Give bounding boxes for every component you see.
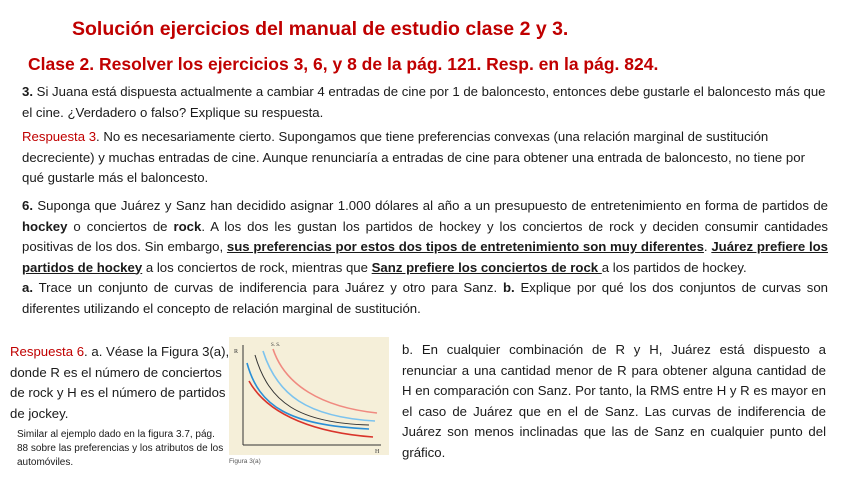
question-6a-label: a. [22, 280, 33, 295]
answer-3 [22, 127, 828, 189]
question-6-text-3: . A los dos les gustan los partidos de hockey y los conciertos de rock y deciden consumir cantidades positivas de los dos. Sin embargo, [22, 218, 828, 254]
question-6-text-2: o conciertos de [67, 218, 174, 234]
answer-3-text: . No es necesariamente cierto. Supongamos que tiene preferencias convexas (una relación marginal de sustitución decreciente) y muchas entradas de cine. Aunque renunciaría a entradas de cine para obtener una entrada de baloncesto, no tiene por qué gustarle más el baloncesto. [22, 129, 805, 185]
reference-curve [255, 355, 369, 425]
question-6-number: 6. [22, 198, 33, 213]
question-3-text: Si Juana está dispuesta actualmente a cambiar 4 entradas de cine por 1 de baloncesto, entonces debe gustarle el baloncesto más que el cine. ¿Verdadero o falso? Explique su respuesta. [22, 84, 826, 120]
question-6-hockey: hockey [22, 218, 68, 234]
juarez-curve-2 [273, 349, 377, 413]
y-axis-label: R [234, 349, 239, 355]
indifference-curves-chart [229, 337, 389, 455]
question-3-number: 3. [22, 84, 33, 99]
question-6-emphasis-1: sus preferencias por estos dos tipos de entretenimiento son muy diferentes [226, 239, 704, 254]
question-6-text-4: . [703, 239, 712, 254]
question-6 [22, 196, 828, 319]
answer-6a-text: . a. Véase la Figura 3(a), donde R es el número de conciertos de rock y H es el número de partidos de jockey. [10, 344, 230, 421]
answer-6a [10, 342, 232, 424]
question-6-text-1: Suponga que Juárez y Sanz han decidido asignar 1.000 dólares al año a un presupuesto de entretenimiento en forma de partidos de [33, 198, 828, 213]
question-6b-text: Explique por qué los dos conjuntos de curvas son diferentes utilizando el concepto de relación marginal de sustitución. [22, 280, 828, 316]
question-6-text-6: a los partidos de hockey. [601, 259, 747, 275]
page-title: Solución ejercicios del manual de estudio clase 2 y 3. [72, 18, 569, 40]
question-6-emphasis-3: Sanz prefiere los conciertos de rock [371, 259, 602, 275]
question-6-text-5: a los conciertos de rock, mientras que [142, 259, 372, 275]
figure-top-label: S. S. [271, 343, 281, 348]
indifference-curves-figure [229, 337, 389, 455]
question-6-rock: rock [173, 218, 202, 234]
page-subtitle: Clase 2. Resolver los ejercicios 3, 6, y 8 de la pág. 121. Resp. en la pág. 824. [28, 54, 659, 74]
answer-3-label: Respuesta 3 [22, 129, 97, 144]
x-axis-label: H [375, 449, 380, 455]
question-6-emphasis-2: Juárez prefiere los partidos de hockey [22, 239, 829, 275]
question-3 [22, 82, 828, 123]
figure-caption: Figura 3(a) [229, 458, 261, 465]
answer-6-note: Similar al ejemplo dado en la figura 3.7, pág. 88 sobre las preferencias y los atributos de los automóviles. [17, 429, 224, 468]
answer-6-label: Respuesta 6 [10, 344, 85, 359]
question-6b-label: b. [502, 280, 515, 295]
question-6a-text: Trace un conjunto de curvas de indiferencia para Juárez y otro para Sanz. [33, 280, 503, 295]
answer-6b: b. En cualquier combinación de R y H, Juárez está dispuesto a renunciar a una cantidad menor de R para obtener alguna cantidad de H en comparación con Sanz. Por tanto, la RMS entre H y R es mayor en el caso de Juárez que en el de Sanz. Las curvas de indiferencia de Juárez son menos inclinadas que las de Sanz en cualquier punto del gráfico. [402, 342, 826, 460]
